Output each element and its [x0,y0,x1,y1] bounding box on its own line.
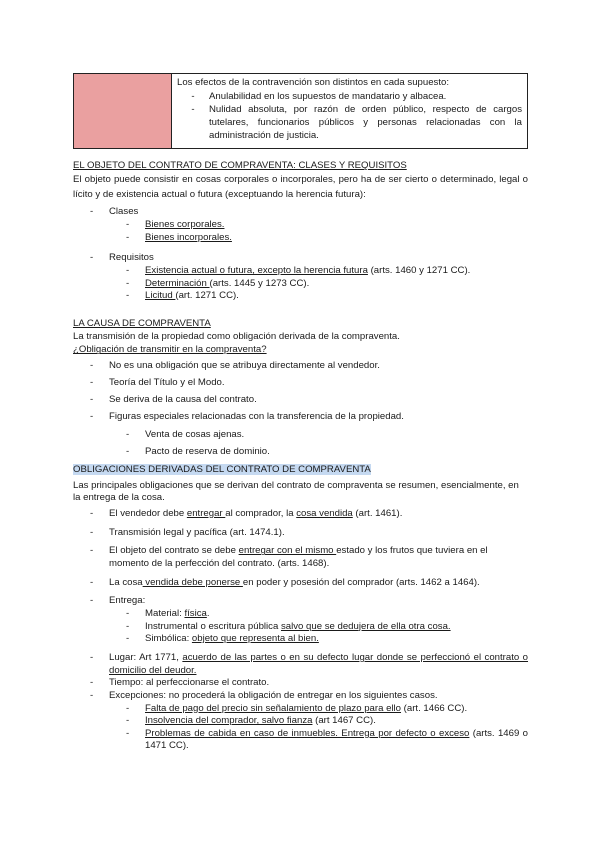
list-item: - El objeto del contrato se debe entregar con el mismo estado y los frutos que tuviera en el momento de la perfección del contrato. (arts. 1468). [90,545,488,569]
table-text-cell [172,74,528,149]
paragraph: El objeto puede consistir en cosas corporales o incorporales, pero ha de ser cierto o determinado, legal o lícito y de existencia actual o futura (exceptuando la herencia futura): [73,173,528,200]
list-item: - Teoría del Título y el Modo. [90,376,225,388]
list-item: - Nulidad absoluta, por razón de orden público, respecto de cargos tutelares, funcionarios públicos y personas relacionadas con la administración de justicia. [191,104,522,141]
list-item: - Pacto de reserva de dominio. [126,445,270,457]
table-intro: Los efectos de la contravención son distintos en cada supuesto: [177,77,449,88]
list-item: - La cosa vendida debe ponerse en poder y posesión del comprador (arts. 1462 a 1464). [90,576,480,588]
list-item: - Requisitos [90,252,154,264]
paragraph: La transmisión de la propiedad como obligación derivada de la compraventa. [73,331,400,343]
pink-cell [74,74,172,149]
list-item: - Falta de pago del precio sin señalamiento de plazo para ello (art. 1466 CC). [126,702,468,714]
list-item: - Figuras especiales relacionadas con la transferencia de la propiedad. [90,411,404,423]
list-item: - Simbólica: objeto que representa al bien. [126,633,319,645]
section-obligaciones [73,464,528,753]
paragraph: Las principales obligaciones que se derivan del contrato de compraventa se resumen, esencialmente, en la entrega de la cosa. [73,479,519,504]
list-item: - Bienes incorporales. [126,231,232,243]
list-item: - Se deriva de la causa del contrato. [90,394,257,406]
list-item: - Determinación (arts. 1445 y 1273 CC). [126,277,310,289]
section-objeto [73,160,528,303]
list-item: - Tiempo: al perfeccionarse el contrato. [90,677,270,689]
list-item: - Bienes corporales. [126,219,225,231]
list-item: - Clases [90,206,139,218]
list-item: - Entrega: [90,595,146,607]
paragraph: ¿Obligación de transmitir en la compraventa? [73,344,267,356]
list-item: - Problemas de cabida en caso de inmuebles. Entrega por defecto o exceso (arts. 1469 o 1471 CC). [126,727,528,752]
list-item: - Material: física. [126,607,210,619]
list-item: - Insolvencia del comprador, salvo fianza (art 1467 CC). [126,715,376,727]
info-table [73,73,528,149]
list-item: - Existencia actual o futura, excepto la herencia futura (arts. 1460 y 1271 CC). [126,265,471,276]
section-title: EL OBJETO DEL CONTRATO DE COMPRAVENTA: CLASES Y REQUISITOS [73,160,407,171]
list-item: - No es una obligación que se atribuya directamente al vendedor. [90,359,380,371]
list-item: - Venta de cosas ajenas. [126,428,245,440]
list-item: - Anulabilidad en los supuestos de mandatario y albacea. [191,90,447,102]
list-item: - Licitud (art. 1271 CC). [126,290,239,302]
list-item: - Excepciones: no procederá la obligación de entregar en los siguientes casos. [90,689,438,701]
list-item: - Transmisión legal y pacífica (art. 1474.1). [90,526,285,538]
section-title: OBLIGACIONES DERIVADAS DEL CONTRATO DE COMPRAVENTA [73,464,371,475]
list-item: - Instrumental o escritura pública salvo que se dedujera de ella otra cosa. [126,620,451,632]
section-causa [73,317,528,458]
section-title: LA CAUSA DE COMPRAVENTA [73,318,211,329]
list-item: - El vendedor debe entregar al comprador, la cosa vendida (art. 1461). [90,507,403,519]
list-item: - Lugar: Art 1771, acuerdo de las partes o en su defecto lugar donde se perfeccionó el contrato o domicilio del deudor. [90,651,529,676]
